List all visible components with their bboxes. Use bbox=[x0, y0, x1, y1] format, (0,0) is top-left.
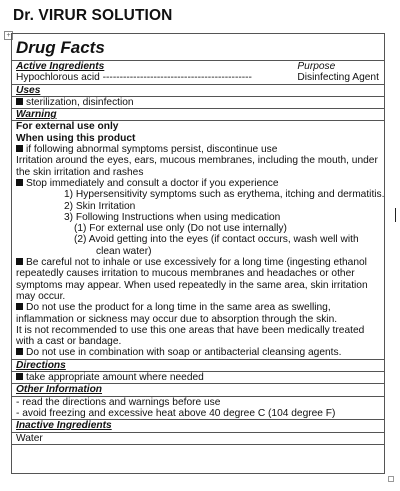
drug-facts-title: Drug Facts bbox=[12, 34, 384, 61]
other-information-line: - read the directions and warnings before use bbox=[16, 396, 221, 408]
inactive-ingredients-heading: Inactive Ingredients bbox=[12, 419, 384, 432]
warning-paragraph-line: inflammation or sickness may occur due to absorption through the skin. bbox=[16, 313, 338, 325]
other-information-line: - avoid freezing and excessive heat above 40 degree C (104 degree F) bbox=[16, 407, 336, 419]
bullet-square-icon bbox=[16, 258, 23, 265]
warning-paragraph-line: symptoms may appear. When used repeatedly in the same area, skin irritation bbox=[16, 279, 368, 291]
document-title: Dr. VIRUR SOLUTION bbox=[13, 7, 173, 24]
table-move-handle-icon[interactable]: + bbox=[4, 31, 13, 40]
warning-paragraph: if following abnormal symptoms persist, discontinue use bbox=[12, 144, 384, 155]
warning-paragraph: Be careful not to inhale or use excessively for a long time (ingesting ethanol bbox=[12, 257, 384, 268]
uses-text: sterilization, disinfection bbox=[12, 97, 384, 108]
ingredient-purpose: Disinfecting Agent bbox=[297, 72, 379, 84]
sub-list-item: clean water) bbox=[96, 245, 152, 257]
warning-paragraph-line: may occur. bbox=[16, 290, 66, 302]
list-item: 3) Following Instructions when using medication bbox=[64, 211, 281, 223]
purpose-heading: Purpose bbox=[297, 61, 336, 72]
bullet-square-icon bbox=[16, 145, 23, 152]
warning-heading: Warning bbox=[12, 108, 384, 121]
warning-paragraph-line: Irritation around the eyes, ears, mucous membranes, including the mouth, under bbox=[16, 155, 378, 167]
warning-paragraph: Do not use the product for a long time in the same area as swelling, bbox=[12, 302, 384, 313]
warning-paragraph-line: with a cast or bandage. bbox=[16, 336, 122, 348]
bullet-square-icon bbox=[16, 303, 23, 310]
list-item: 2) Skin Irritation bbox=[64, 200, 136, 212]
text-cursor bbox=[395, 208, 396, 222]
directions-heading: Directions bbox=[12, 359, 384, 372]
warning-paragraph-line: the skin irritation and rashes bbox=[16, 166, 144, 178]
list-item: 1) Hypersensitivity symptoms such as erythema, itching and dermatitis. bbox=[64, 189, 385, 201]
bullet-square-icon bbox=[16, 373, 23, 380]
other-information-heading: Other Information bbox=[12, 383, 384, 396]
sub-list-item: (2) Avoid getting into the eyes (if contact occurs, wash well with bbox=[74, 234, 359, 246]
warning-external-use: For external use only bbox=[16, 121, 119, 133]
active-ingredients-header-row bbox=[12, 61, 384, 72]
drug-facts-box bbox=[11, 33, 385, 474]
empty-table-row bbox=[12, 444, 384, 459]
table-resize-handle-icon[interactable] bbox=[388, 476, 394, 482]
warning-stop-line: Stop immediately and consult a doctor if you experience bbox=[12, 178, 384, 189]
warning-paragraph-line: repeatedly causes irritation to mucous membranes and headaches or other bbox=[16, 268, 355, 280]
active-ingredient-row bbox=[12, 72, 384, 83]
warning-paragraph: Do not use in combination with soap or antibacterial cleansing agents. bbox=[12, 347, 384, 358]
bullet-square-icon bbox=[16, 98, 23, 105]
bullet-square-icon bbox=[16, 348, 23, 355]
bullet-square-icon bbox=[16, 179, 23, 186]
active-ingredients-heading: Active Ingredients bbox=[16, 61, 105, 72]
inactive-ingredients-text: Water bbox=[16, 432, 43, 444]
active-ingredient: Hypochlorous acid -------------------------------------------- bbox=[16, 72, 252, 84]
sub-list-item: (1) For external use only (Do not use internally) bbox=[74, 223, 287, 235]
directions-text: take appropriate amount where needed bbox=[12, 372, 384, 383]
warning-paragraph-line: It is not recommended to use this one areas that have been medically treated bbox=[16, 324, 365, 336]
uses-heading: Uses bbox=[12, 84, 384, 97]
warning-when-using: When using this product bbox=[16, 132, 136, 144]
